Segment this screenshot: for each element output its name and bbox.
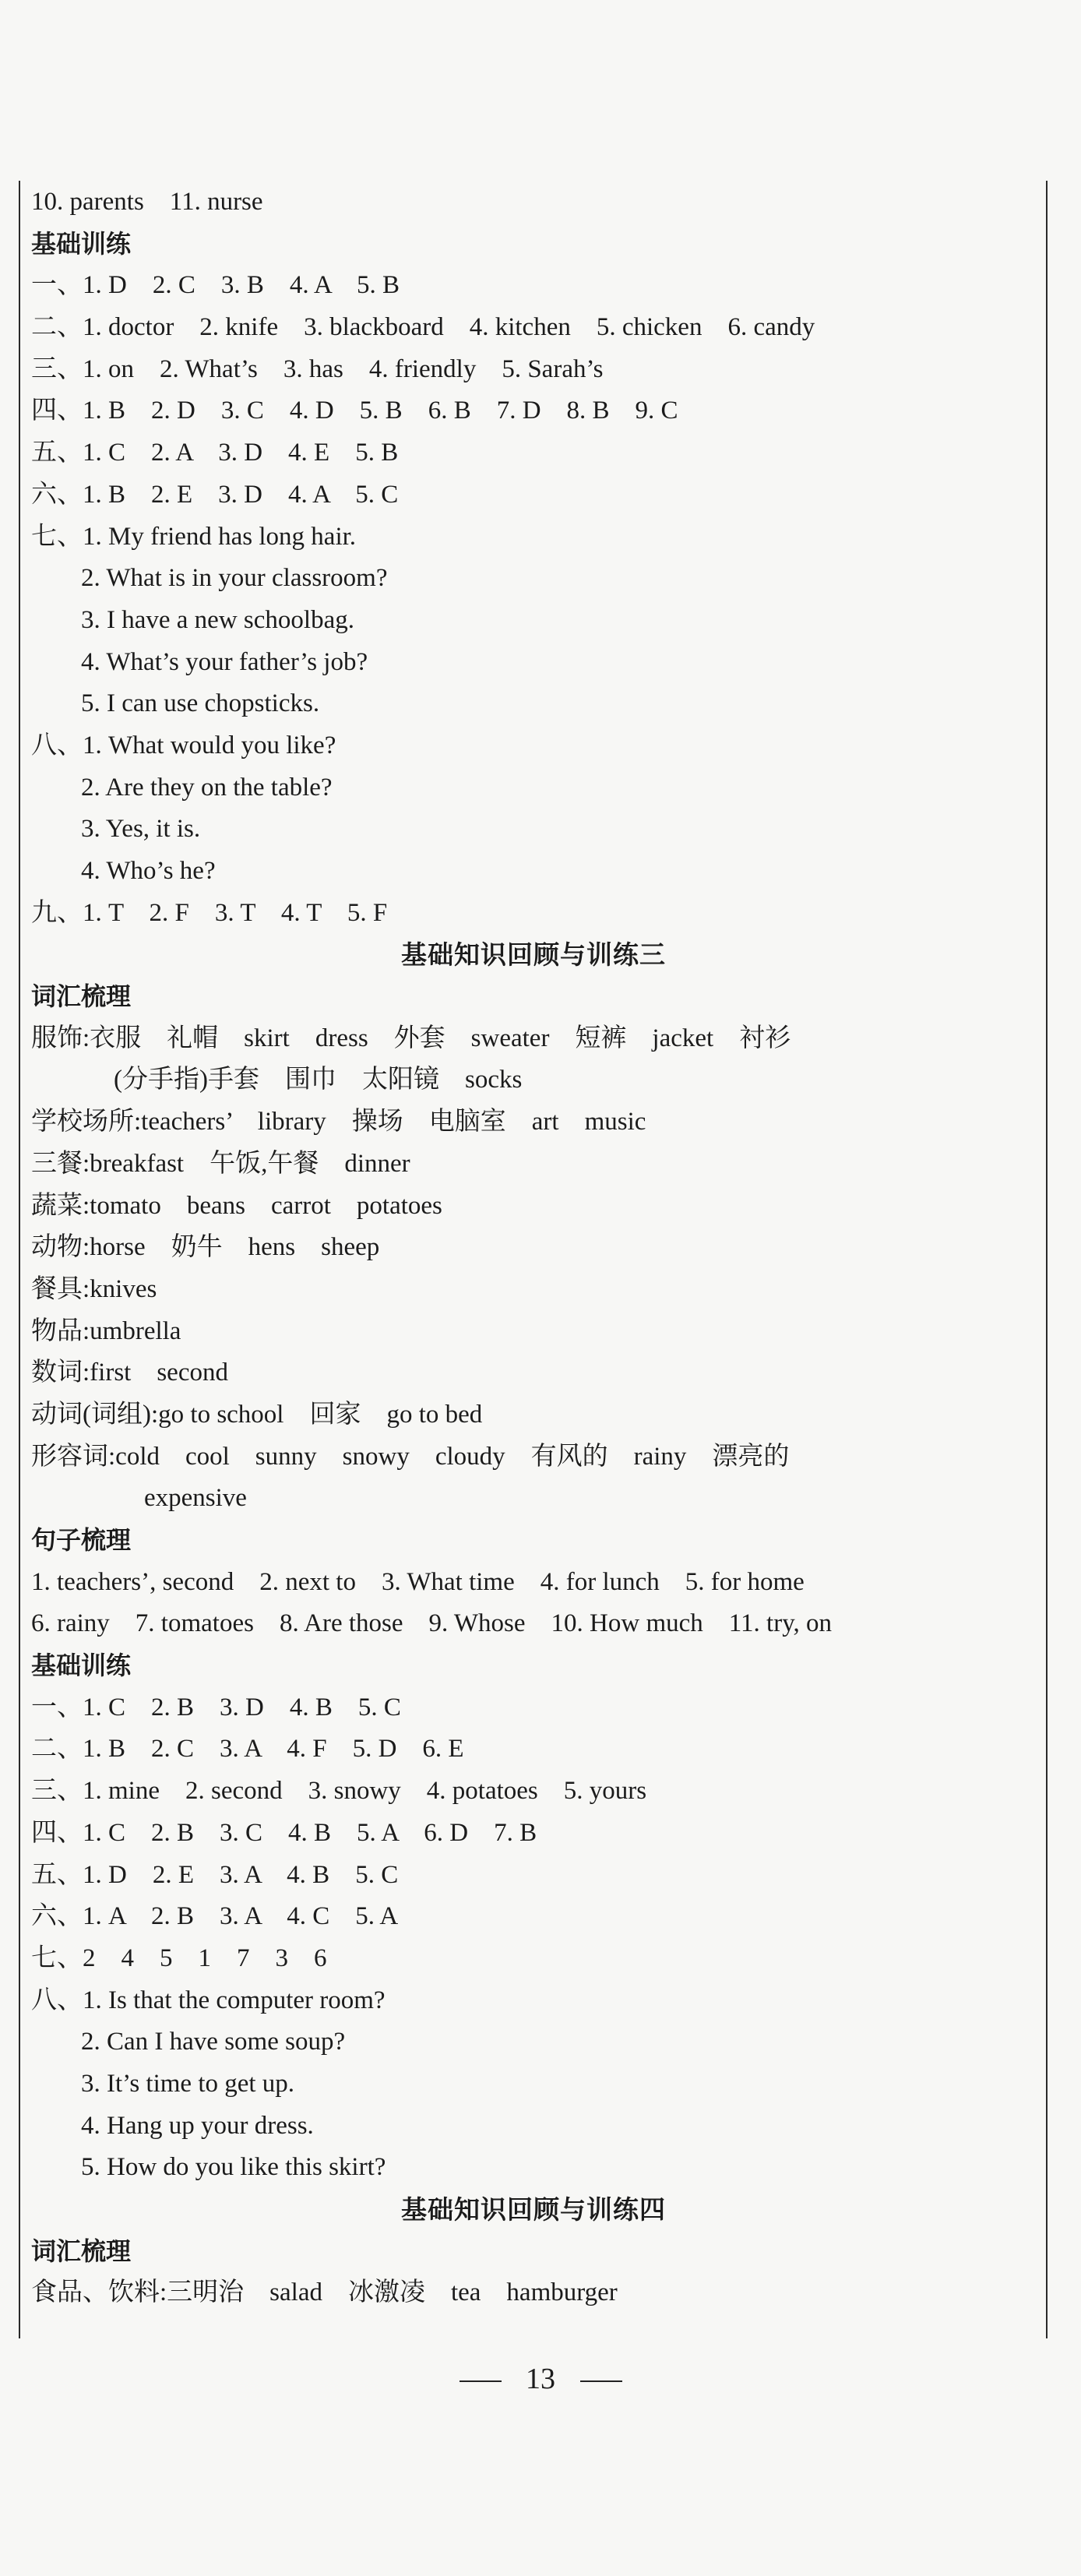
answer-line: 九、1. T 2. F 3. T 4. T 5. F <box>31 898 388 927</box>
footer-dash-right <box>580 2380 622 2382</box>
section-heading: 基础训练 <box>31 1651 132 1681</box>
answer-line: 五、1. D 2. E 3. A 4. B 5. C <box>31 1860 399 1889</box>
answer-line: 10. parents 11. nurse <box>31 188 263 216</box>
answer-line: 七、1. My friend has long hair. <box>31 522 357 551</box>
section-heading: 词汇梳理 <box>31 981 132 1012</box>
answer-line: 形容词:cold cool sunny snowy cloudy 有风的 rainy 漂亮的 <box>31 1442 790 1471</box>
answer-line: 1. teachers’, second 2. next to 3. What time 4. for lunch 5. for home <box>31 1567 805 1596</box>
answer-line: 2. Can I have some soup? <box>81 2028 346 2056</box>
answer-line: 二、1. doctor 2. knife 3. blackboard 4. kitchen 5. chicken 6. candy <box>31 313 815 342</box>
answer-line: 3. It’s time to get up. <box>81 2069 295 2098</box>
answer-line: 3. Yes, it is. <box>81 815 201 844</box>
answer-line: 五、1. C 2. A 3. D 4. E 5. B <box>31 439 399 467</box>
answer-line: 5. I can use chopsticks. <box>81 689 320 718</box>
right-margin-rule <box>1046 181 1048 2338</box>
left-margin-rule <box>19 181 20 2338</box>
answer-line: 动物:horse 奶牛 hens sheep <box>31 1233 380 1262</box>
section-title: 基础知识回顾与训练四 <box>401 2194 666 2225</box>
answer-line: 四、1. C 2. B 3. C 4. B 5. A 6. D 7. B <box>31 1818 537 1847</box>
answer-line: 物品:umbrella <box>31 1316 181 1345</box>
answer-line: 数词:first second <box>31 1358 228 1387</box>
answer-line: 6. rainy 7. tomatoes 8. Are those 9. Whose 10. How much 11. try, on <box>31 1609 833 1638</box>
answer-line: 食品、饮料:三明治 salad 冰激凌 tea hamburger <box>31 2278 618 2307</box>
answer-line: 2. What is in your classroom? <box>81 564 388 593</box>
answer-line: (分手指)手套 围巾 太阳镜 socks <box>114 1066 523 1094</box>
answer-line: 服饰:衣服 礼帽 skirt dress 外套 sweater 短裤 jacket 衬衫 <box>31 1024 791 1052</box>
footer-dash-left <box>460 2380 502 2382</box>
answer-line: 3. I have a new schoolbag. <box>81 605 354 634</box>
answer-line: 二、1. B 2. C 3. A 4. F 5. D 6. E <box>31 1735 464 1764</box>
answer-line: 四、1. B 2. D 3. C 4. D 5. B 6. B 7. D 8. B 9. C <box>31 396 678 425</box>
answer-line: 动词(词组):go to school 回家 go to bed <box>31 1400 483 1429</box>
answer-line: 八、1. Is that the computer room? <box>31 1986 386 2014</box>
answer-line: 八、1. What would you like? <box>31 731 336 759</box>
answer-line: 三餐:breakfast 午饭,午餐 dinner <box>31 1149 410 1178</box>
answer-line: 六、1. A 2. B 3. A 4. C 5. A <box>31 1902 399 1931</box>
answer-line: 一、1. D 2. C 3. B 4. A 5. B <box>31 271 400 300</box>
answer-line: 4. Hang up your dress. <box>81 2111 314 2140</box>
section-heading: 基础训练 <box>31 228 132 259</box>
answer-content <box>31 181 1036 2314</box>
section-heading: 词汇梳理 <box>31 2236 132 2266</box>
section-heading: 句子梳理 <box>31 1525 132 1555</box>
page-footer <box>0 2362 1081 2396</box>
answer-line: 2. Are they on the table? <box>81 773 333 802</box>
section-title: 基础知识回顾与训练三 <box>401 939 666 971</box>
answer-line: 六、1. B 2. E 3. D 4. A 5. C <box>31 480 399 509</box>
answer-line: 5. How do you like this skirt? <box>81 2153 386 2182</box>
answer-line: 三、1. on 2. What’s 3. has 4. friendly 5. Sarah’s <box>31 354 604 383</box>
answer-line: 餐具:knives <box>31 1274 157 1303</box>
answer-line: 4. Who’s he? <box>81 857 216 885</box>
page-number: 13 <box>526 2363 555 2395</box>
answer-line: 4. What’s your father’s job? <box>81 647 368 676</box>
answer-line: 三、1. mine 2. second 3. snowy 4. potatoes 5. yours <box>31 1777 647 1806</box>
answer-line: 蔬菜:tomato beans carrot potatoes <box>31 1191 442 1220</box>
answer-line: 一、1. C 2. B 3. D 4. B 5. C <box>31 1693 401 1721</box>
answer-line: 学校场所:teachers’ library 操场 电脑室 art music <box>31 1108 646 1136</box>
answer-line: expensive <box>144 1484 247 1513</box>
answer-line: 七、2 4 5 1 7 3 6 <box>31 1943 327 1972</box>
